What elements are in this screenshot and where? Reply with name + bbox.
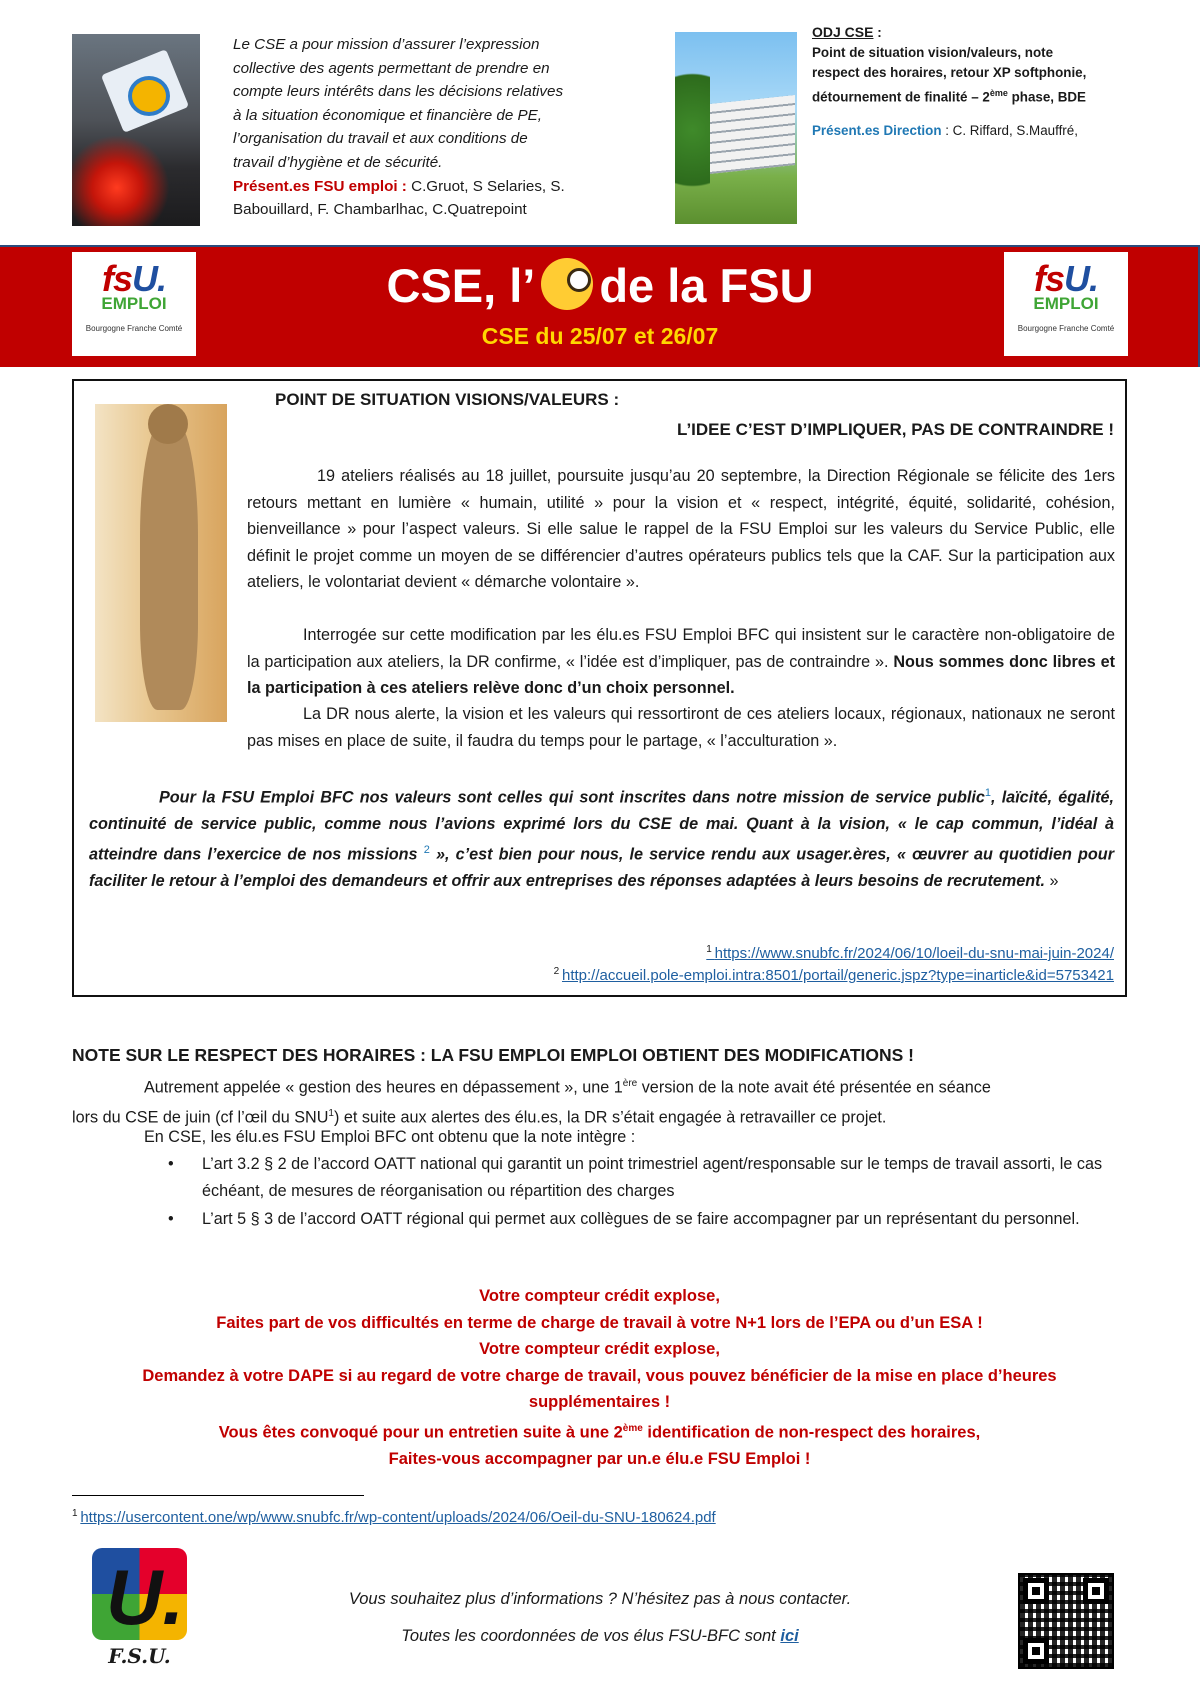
bullet-item: • L’art 5 § 3 de l’accord OATT régional qui permet aux collègues de se faire accompagner par un représentant du personnel.: [180, 1206, 1126, 1233]
fsu-logo: U. F.S.U.: [82, 1548, 197, 1670]
fsu-emploi-logo-left: fsU. EMPLOI Bourgogne Franche Comté: [72, 252, 196, 356]
footnote-ref-1[interactable]: 1: [984, 787, 992, 799]
odj-block: ODJ CSE : Point de situation vision/valeurs, note respect des horaires, retour XP softphonie, détournement de finalité – 2ème phase, BDE Présent.es Direction : C. Riffard, S.Mauffré,: [812, 22, 1112, 141]
section1-subheading: L’IDEE C’EST D’IMPLIQUER, PAS DE CONTRAINDRE !: [677, 420, 1114, 439]
callout-red: Votre compteur crédit explose, Faites part de vos difficultés en terme de charge de travail à votre N+1 lors de l’EPA ou d’un ESA ! Votre compteur crédit explose, Demandez à votre DAPE si au regard de votre charge de travail, vous pouvez bénéficier de la mise en place d’heures supplémentaires ! Vous êtes convoqué pour un entretien suite à une 2ème identification de non-respect des horaires, Faites-vous accompagner par un.e élu.e FSU Emploi !: [142, 1287, 1057, 1468]
eye-emoji-icon: [541, 258, 593, 310]
contact-link[interactable]: ici: [780, 1627, 799, 1645]
footnote-link-2[interactable]: $^2$ http://accueil.pole-emploi.intra:8501/portail/generic.jspz?type=inarticle&id=5753421: [553, 966, 1114, 984]
section1-p2: Interrogée sur cette modification par les élu.es FSU Emploi BFC qui insistent sur le caractère non-obligatoire de la participation aux ateliers, la DR confirme, « l’idée est d’impliquer, pas de contraindre ». Nous sommes donc libres et la participation à ces ateliers relève donc d’un choix personnel.: [247, 626, 1116, 697]
tree-shape: [675, 70, 710, 220]
footnote-link-3[interactable]: $^1$ https://usercontent.one/wp/www.snubfc.fr/wp-content/uploads/2024/06/Oeil-du-SNU-180624.pdf: [72, 1508, 716, 1526]
odj-title: ODJ CSE: [812, 24, 874, 40]
fsu-emploi-logo-right: fsU. EMPLOI Bourgogne Franche Comté: [1004, 252, 1128, 356]
section2-p2: En CSE, les élu.es FSU Emploi BFC ont obtenu que la note intègre :: [144, 1128, 636, 1146]
section2-p1: Autrement appelée « gestion des heures en dépassement », une 1ère version de la note avait été présentée en séance lors du CSE de juin (cf l’œil du SNU$^1$) et suite aux alertes des élu.es, la DR s’était engagée à retravailler ce projet.: [72, 1078, 991, 1127]
odj-line-3: détournement de finalité – 2ème phase, BDE: [812, 88, 1086, 105]
flag-emblem: [128, 76, 170, 116]
qr-code[interactable]: [1018, 1573, 1114, 1669]
present-direction-label: Présent.es Direction: [812, 123, 942, 139]
footnote-separator: [72, 1495, 364, 1496]
section2-bullets: [180, 1151, 1126, 1235]
contact-line-2: Toutes les coordonnées de vos élus FSU-BFC sont ici: [401, 1627, 799, 1645]
contact-line-1: Vous souhaitez plus d’informations ? N’hésitez pas à nous contacter.: [348, 1590, 852, 1608]
banner-subtitle: CSE du 25/07 et 26/07: [481, 323, 719, 349]
section1-heading: POINT DE SITUATION VISIONS/VALEURS :: [275, 390, 620, 409]
intro-text: Le CSE a pour mission d’assurer l’expression collective des agents permettant de prendre en compte leurs intérêts dans les décisions relatives à la situation économique et financière de PE, l’organisation du travail et aux conditions de travail d’hygiène et de sécurité. Présent.es FSU emploi : C.Gruot, S Selaries, S. Babouillard, F. Chambarlhac, C.Quatrepoint: [233, 36, 565, 219]
present-fsu-label: Présent.es FSU emploi :: [233, 177, 407, 195]
section1-p3: La DR nous alerte, la vision et les valeurs qui ressortiront de ces ateliers locaux, régionaux, nationaux ne seront pas mises en place de suite, il faudra du temps pour le partage, « l’acculturation ».: [247, 705, 1115, 750]
banner-title: CSE, l’ de la FSU: [386, 259, 814, 312]
section1-p1: 19 ateliers réalisés au 18 juillet, poursuite jusqu’au 20 septembre, la Direction Régionale se félicite des 1ers retours mettant en lumière « humain, utilité » pour la vision et « respect, intégrité, équité, solidarité, cohésion, bienveillance » pour l’aspect valeurs. Si elle salue le rappel de la FSU Emploi sur les valeurs du Service Public, elle définit le projet comme un moyen de se différencier d’autres opérateurs publics tels que la CAF. Sur la participation aux ateliers, le volontariat devient « démarche volontaire ».: [247, 467, 1115, 591]
section1-italic-statement: Pour la FSU Emploi BFC nos valeurs sont celles qui sont inscrites dans notre mission de service public$^1$, laïcité, égalité, continuité de service public, comme nous l’avions exprimé lors du CSE de mai. Quant à la vision, « le cap commun, l’idéal à atteindre dans l’exercice de nos missions $^2$ », c’est bien pour nous, le service rendu aux usager.ères, « œuvrer au quotidien pour faciliter le retour à l’emploi des demandeurs et offrir aux entreprises des réponses adaptées à leurs besoins de recrutement. »: [89, 787, 1115, 891]
footnote-ref-2[interactable]: 2: [423, 844, 430, 857]
section2-heading: NOTE SUR LE RESPECT DES HORAIRES : LA FSU EMPLOI EMPLOI OBTIENT DES MODIFICATIONS !: [72, 1045, 914, 1065]
bullet-item: • L’art 3.2 § 2 de l’accord OATT national qui garantit un point trimestriel agent/responsable sur le temps de travail assorti, le cas échéant, de mesures de réorganisation ou répartition des charges: [180, 1151, 1126, 1204]
meerkat-head: [148, 404, 188, 444]
footnote-link-1[interactable]: $^1$ https://www.snubfc.fr/2024/06/10/loeil-du-snu-mai-juin-2024/: [706, 944, 1114, 962]
building-shape: [700, 95, 795, 175]
meerkat-body: [140, 420, 198, 710]
